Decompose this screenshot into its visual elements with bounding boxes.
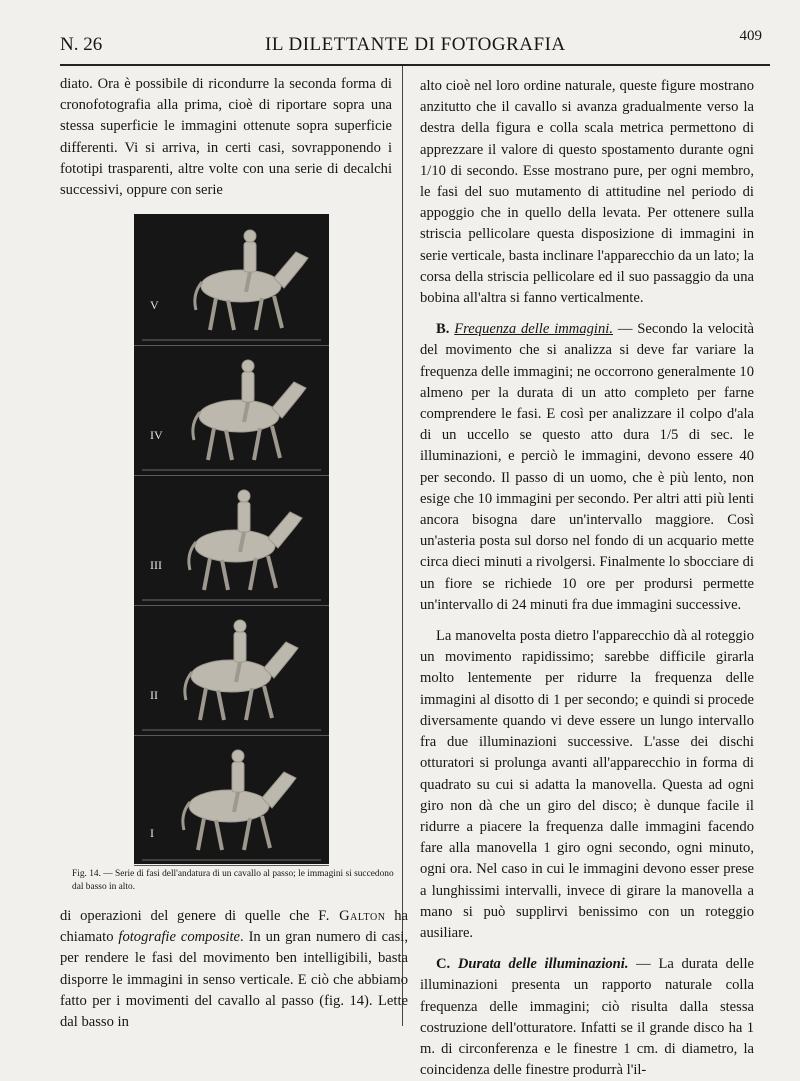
figure-frame [134,604,329,736]
section-text: — La durata delle illuminazioni presenta un rapporto naturale colla frequenza delle immagini; ciò risulta dalla stessa costruzione dell'otturatore. Infatti se il grande disco ha 1 m. di circonferenza e le finestre 1 cm. di diametro, la coincidenza delle finestre produrrà l'il- [420,956,754,1079]
figure-frame [134,734,329,866]
horse-rider-icon [134,474,329,605]
horse-rider-icon [134,604,329,735]
paragraph: diato. Ora è possibile di ricondurre la seconda forma di cronofotografia alla prima, cioè di riportare sopra una stessa superficie le immagini ottenute sopra superficie differenti. Vi si arriva, in certi casi, sovrapponendo i fototipi trasparenti, altre volte con una serie di decalchi successivi, oppure con serie [60,76,392,199]
frame-label: III [150,558,162,572]
page-number: 409 [739,28,762,44]
section-title: Durata delle illuminazioni. [457,956,629,973]
horse-rider-icon [134,214,329,345]
frame-label: II [150,688,158,702]
section-c [420,954,754,1081]
journal-title: IL DILETTANTE DI FOTOGRAFIA [265,34,566,55]
running-header [60,28,770,62]
figure-frame [134,344,329,476]
section-letter: B. [436,321,450,338]
header-rule [60,64,770,66]
section-text: — Secondo la velocità del movimento che si analizza si deve far variare la frequenza delle immagini; ne occorrono generalmente 10 almeno per la durata di un atto completo per farne comprendere le fasi. E così per analizzare il colpo d'ala di un uccello se questo atto dura 1/5 di sec. le illuminazioni, e perciò le immagini, devono essere 40 per secondo. Il passo di un uomo, che è più lento, non esige che 10 immagini per secondo. Per altri atti più lenti ancora bisogna dare un'intervallo maggiore. Così un'asteria posta sul dorso nel fondo di un acquario mette circa dieci minuti a rivolgersi. Finalmente lo sbocciare di un fiore se richiede 10 ore per prodursi permette un'intervallo di 24 minuti fra due immagini successive. [420,321,754,613]
frame-label: I [150,826,154,840]
left-column-top [60,74,392,201]
right-column [420,76,754,1081]
horse-rider-icon [134,734,329,865]
text-run: ha chiamato [60,908,408,946]
term-fotografie-composite: fotografie composite [118,929,241,946]
paragraph: La manovelta posta dietro l'apparecchio dà al roteggio un movimento rapidissimo; sarebbe difficile girarla molto lentemente per ridurre la frequenza delle immagini al disotto di 1 per secondo; e quindi si procede diversamente quando vi deve essere un lungo intervallo fra due illuminazioni successive. L'asse dei dischi otturatori si prolunga avanti all'apparecchio in forma di quadrato su cui si adatta la manovella. Questa ad ogni giro non dà che un giro del disco; è dunque facile il ridurre a piacere la frequenza dalle immagini facendo fare alla manovella 1 giro ogni secondo, ogni minuto, ogni ora. Nel caso in cui le immagini devono esser prese a lunghissimi intervalli, invece di girare la manovella a mano si può supplirvi benissimo con un roteggio ausiliare. [420,628,754,941]
figure-frame [134,474,329,606]
horse-gait-figure [134,214,329,864]
text-run: . In un gran numero di casi, per rendere le fasi del movimento ben intelligibili, basta disporre le immagini in senso verticale. E ciò che abbiamo fatto per i movimenti del cavallo al passo (fig. 14). Lette dal basso in [60,929,408,1031]
issue-number: N. 26 [60,34,103,55]
paragraph: alto cioè nel loro ordine naturale, queste figure mostrano anzitutto che il cavallo si avanza gradualmente verso la destra della figura e colla scala metrica permettono di apprezzare il valore di questo spostamento durante ogni 1/10 di secondo. Esse mostrano pure, per ogni membro, le fasi del suo mutamento di attitudine nel periodo di appoggio che in quello della levata. Per ottenere sulla striscia pellicolare questa disposizione di immagini in serie verticale, basta inclinare l'apparecchio da un lato; la corsa della striscia pellicolare ed il suo passaggio da una bobina all'altra si fanno verticalmente. [420,78,754,307]
paragraph [60,906,408,1033]
figure-frame [134,214,329,346]
horse-rider-icon [134,344,329,475]
section-letter: C. [436,956,451,973]
figure-caption: Fig. 14. — Serie di fasi dell'andatura di un cavallo al passo; le immagini si succedono dal basso in alto. [72,869,394,892]
section-title: Frequenza delle immagini. [454,321,613,338]
galton-name: F. Galton [318,908,386,924]
frame-label: V [150,298,159,312]
text-run: di operazioni del genere di quelle che [60,908,319,924]
frame-label: IV [150,428,163,442]
section-b [420,319,754,616]
left-column-bottom [60,906,408,1033]
